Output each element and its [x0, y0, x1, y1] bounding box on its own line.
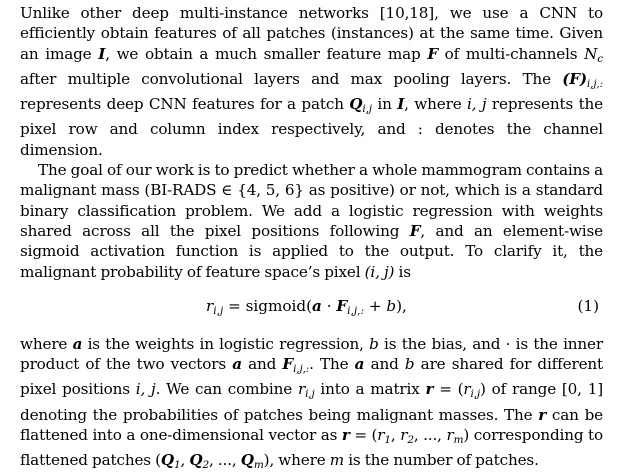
- math-var: Q: [240, 451, 254, 470]
- text-run: into a matrix: [314, 380, 426, 399]
- math-var: a: [232, 355, 242, 374]
- math-subscript: m: [453, 434, 464, 447]
- paragraph-2: [20, 160, 603, 282]
- math-var: r: [297, 380, 306, 399]
- math-var: r: [400, 426, 408, 445]
- text-run: represents deep CNN features for a patch: [20, 95, 350, 114]
- math-var: r: [377, 426, 385, 445]
- math-var: r: [206, 296, 214, 315]
- text-run: , and an element-wise sigmoid activation function is applied to the output. To clarify it, the malignant probability of feature space’s pixel: [20, 221, 604, 281]
- text-run: in: [371, 95, 398, 114]
- text-run: . The: [309, 355, 355, 374]
- text-run: are shared for different pixel positions: [20, 355, 603, 399]
- math-var: (i, j): [364, 262, 395, 281]
- math-var: I: [397, 95, 405, 114]
- text-run: . We can combine: [155, 380, 298, 399]
- text-run: , ...,: [413, 426, 447, 445]
- math-var: (F): [562, 69, 587, 88]
- math-subscript: i,j: [362, 103, 372, 116]
- math-var: a: [312, 296, 322, 315]
- text-run: and: [241, 355, 283, 374]
- text-run: and: [364, 355, 405, 374]
- math-text: ·: [321, 296, 337, 315]
- math-text: = sigmoid(: [223, 296, 313, 315]
- text-run: ,: [180, 451, 190, 470]
- equation-number: (1): [577, 296, 599, 315]
- math-var: N: [584, 44, 598, 63]
- text-run: after multiple convolutional layers and max pooling layers. The: [20, 69, 563, 88]
- math-var: r: [341, 426, 350, 445]
- math-var: a: [72, 334, 83, 353]
- math-text: ),: [396, 296, 407, 315]
- text-run: , we obtain a much smaller feature map: [105, 44, 428, 63]
- text-run: ) corresponding to flattened patches (: [20, 426, 604, 470]
- math-subscript: 1: [384, 434, 391, 447]
- math-var: Q: [189, 451, 203, 470]
- math-subscript: 1: [174, 459, 181, 472]
- math-subscript: c: [597, 52, 604, 65]
- paragraph-1: [20, 3, 603, 160]
- math-var: m: [329, 451, 345, 470]
- math-var: Q: [349, 95, 363, 114]
- math-text: +: [363, 296, 387, 315]
- text-run: represents the pixel row and column index respectively, and : denotes the channel dimension.: [20, 95, 604, 159]
- text-run: , where: [404, 95, 468, 114]
- math-subscript: 2: [202, 459, 210, 472]
- math-var: r: [463, 380, 471, 399]
- text-run: The goal of our work is to predict whether a whole mammogram contains a malignant mass (BI-RADS ∈ {4, 5, 6} as positive) or not, which is a standard binary classification problem. We add a logistic regression with weights shared across all the pixel positions following: [20, 161, 603, 240]
- text-run: is the weights in logistic regression,: [82, 334, 370, 353]
- text-run: where: [20, 334, 73, 353]
- paragraph-3: [20, 334, 603, 476]
- math-var: a: [354, 355, 365, 374]
- text-run: = (: [349, 426, 378, 445]
- text-run: Unlike other deep multi-instance networks: [20, 4, 380, 22]
- text-run: , we use a CNN to efficiently obtain features of all patches (instances) at the same time. Given an image: [20, 4, 604, 63]
- math-var: i, j: [467, 95, 487, 114]
- text-run: ) of range [0, 1] denoting the probabilities of patches being malignant masses. The: [20, 380, 603, 424]
- math-var: r: [425, 380, 434, 399]
- math-var: F: [409, 221, 421, 240]
- text-run: can be flattened into a one-dimensional vector as: [20, 405, 603, 445]
- equation-block: [20, 288, 603, 328]
- math-subscript: i,j,:: [586, 77, 603, 90]
- math-var: F: [336, 296, 348, 315]
- math-var: I: [98, 44, 106, 63]
- math-subscript: i,j: [305, 388, 315, 401]
- text-run: is: [394, 262, 411, 281]
- math-subscript: m: [253, 459, 264, 472]
- math-subscript: i,j: [213, 304, 224, 317]
- paper-page: [20, 3, 603, 476]
- equation: [206, 297, 407, 317]
- text-run: is the bias, and · is the inner product of the two vectors: [20, 334, 603, 374]
- text-run: of multi-channels: [437, 44, 585, 63]
- citation-link[interactable]: [10,18]: [379, 4, 435, 22]
- text-run: , ...,: [209, 451, 241, 470]
- text-run: ), where: [263, 451, 330, 470]
- text-run: is the number of patches.: [344, 451, 539, 470]
- text-run: = (: [433, 380, 464, 399]
- math-var: b: [386, 296, 397, 315]
- math-var: b: [369, 334, 379, 353]
- math-var: b: [404, 355, 415, 374]
- math-var: Q: [160, 451, 174, 470]
- math-subscript: i,j,:: [293, 363, 310, 376]
- math-subscript: i,j: [470, 388, 481, 401]
- math-subscript: 2: [407, 434, 414, 447]
- text-run: ,: [390, 426, 401, 445]
- math-var: F: [427, 44, 438, 63]
- math-var: r: [446, 426, 454, 445]
- math-subscript: i,j,:: [347, 304, 364, 317]
- math-var: r: [538, 405, 547, 424]
- math-var: i, j: [135, 380, 156, 399]
- math-var: F: [282, 355, 294, 374]
